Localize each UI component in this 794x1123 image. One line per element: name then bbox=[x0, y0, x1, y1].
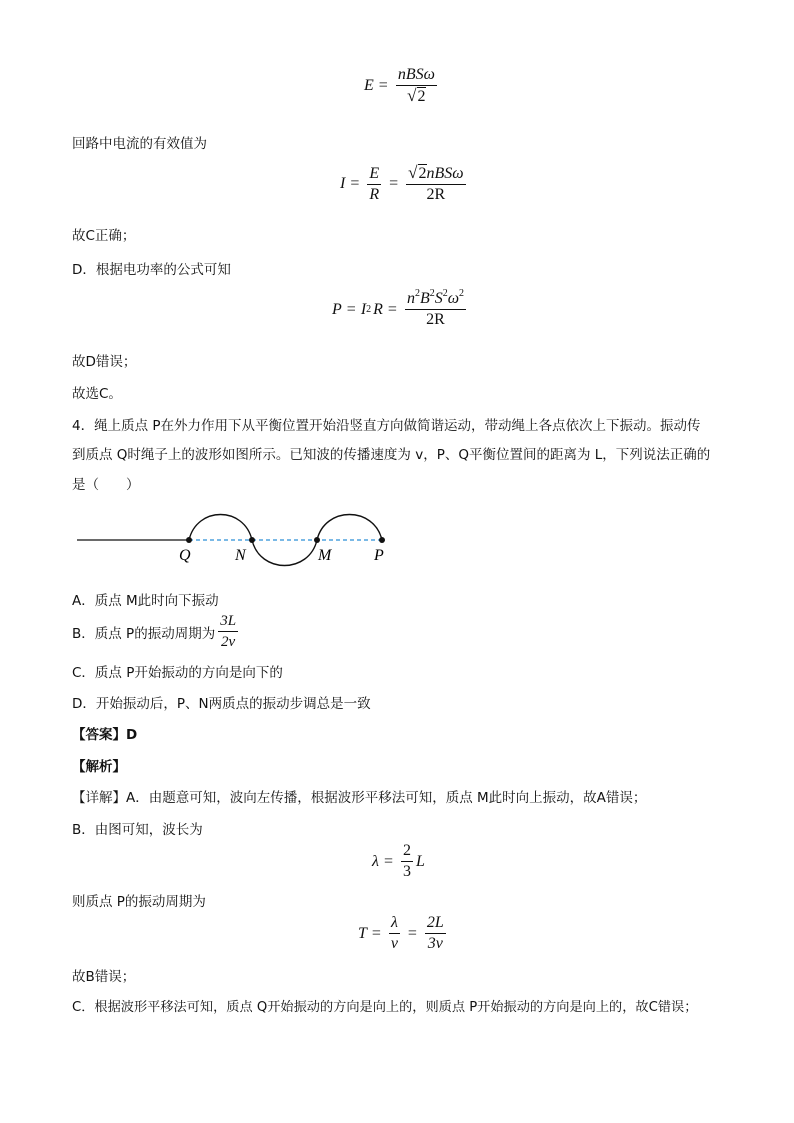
question-line-1: 4．绳上质点 P在外力作用下从平衡位置开始沿竖直方向做简谐运动，带动绳上各点依次上下振动。振动传 bbox=[72, 418, 701, 434]
eq-denominator: 3v bbox=[427, 935, 443, 952]
point-p bbox=[379, 537, 385, 543]
frac-denominator: 2v bbox=[221, 634, 236, 650]
eq-lhs: I bbox=[340, 175, 346, 192]
label-p: P bbox=[374, 547, 384, 564]
eq-lhs: E bbox=[364, 77, 374, 94]
detail-b-intro: B．由图可知，波长为 bbox=[72, 822, 203, 838]
option-a: A．质点 M此时向下振动 bbox=[72, 593, 219, 609]
eq-term: L bbox=[415, 852, 425, 870]
eq-denominator: v bbox=[390, 935, 398, 952]
wave-figure bbox=[72, 500, 402, 580]
eq-fraction bbox=[367, 165, 381, 204]
point-n bbox=[249, 537, 255, 543]
analysis-label: 【解析】 bbox=[72, 759, 126, 775]
eq-sign: = bbox=[387, 300, 397, 318]
eq-numerator: √ 2 nBSω bbox=[406, 164, 465, 185]
eq-numerator: λ bbox=[389, 914, 400, 934]
eq-fraction bbox=[401, 842, 413, 881]
eq-numerator: 2 bbox=[401, 842, 413, 862]
eq-denominator: 2R bbox=[426, 186, 446, 203]
eq-fraction bbox=[425, 914, 446, 953]
eq-lhs: P bbox=[332, 300, 342, 318]
eq-term: I bbox=[360, 300, 367, 318]
eq-lhs: λ bbox=[372, 852, 379, 870]
option-b-fraction bbox=[218, 612, 238, 651]
option-b bbox=[72, 612, 241, 651]
text-b-wrong: 故B错误； bbox=[72, 969, 136, 985]
eq-sign: = bbox=[350, 175, 360, 192]
point-m bbox=[314, 537, 320, 543]
eq-fraction bbox=[405, 290, 466, 329]
label-m: M bbox=[318, 547, 332, 564]
detail-c: C．根据波形平移法可知，质点 Q开始振动的方向是向上的，则质点 P开始振动的方向是向上的，故C错误； bbox=[72, 1000, 698, 1015]
label-n: N bbox=[235, 547, 246, 564]
text-choose-c: 故选C。 bbox=[72, 386, 122, 402]
eq-numerator: nBSω bbox=[396, 66, 437, 86]
text-d-wrong: 故D错误； bbox=[72, 354, 137, 370]
sqrt-symbol: √ 2 bbox=[408, 163, 427, 182]
eq-numerator: $n^2B^2S^2\omega^2$ bbox=[405, 290, 466, 310]
eq-numerator: 2L bbox=[425, 914, 446, 934]
equation-power: P = I 2 R = $\frac{n^2B^2S^2\omega^2}{2R}$ bbox=[332, 288, 465, 328]
text-period-intro: 则质点 P的振动周期为 bbox=[72, 894, 206, 910]
text-current-intro: 回路中电流的有效值为 bbox=[72, 136, 207, 152]
eq-denominator bbox=[407, 86, 425, 106]
eq-denominator: 3 bbox=[402, 863, 411, 880]
eq-denominator: 2R bbox=[426, 311, 445, 328]
text-d-intro: D．根据电功率的公式可知 bbox=[72, 262, 231, 278]
equation-current bbox=[340, 164, 469, 204]
equation-emf bbox=[364, 66, 440, 106]
question-line-2: 到质点 Q时绳子上的波形如图所示。已知波的传播速度为 v，P、Q平衡位置间的距离为 L，下列说法正确的 bbox=[72, 447, 711, 463]
question-line-3: 是（ ） bbox=[72, 477, 140, 493]
text-c-correct: 故C正确； bbox=[72, 228, 136, 244]
detail-a: 【详解】A．由题意可知，波向左传播，根据波形平移法可知，质点 M此时向上振动，故A错误； bbox=[72, 790, 647, 806]
eq-denominator: R bbox=[369, 185, 380, 203]
equation-period bbox=[358, 914, 449, 953]
eq-sign: = bbox=[407, 924, 417, 942]
sqrt-symbol: √ 2 bbox=[407, 86, 426, 105]
eq-fraction bbox=[406, 164, 465, 204]
eq-fraction bbox=[389, 914, 400, 953]
eq-sign: = bbox=[378, 77, 388, 94]
equation-wavelength bbox=[372, 842, 425, 881]
eq-sign: = bbox=[346, 300, 356, 318]
eq-sign: = bbox=[383, 852, 393, 870]
answer-label: 【答案】D bbox=[72, 727, 138, 743]
eq-term: R bbox=[373, 300, 383, 318]
label-q: Q bbox=[179, 547, 191, 564]
eq-sign: = bbox=[389, 175, 399, 192]
eq-fraction bbox=[396, 66, 437, 106]
point-q bbox=[186, 537, 192, 543]
eq-numerator: E bbox=[367, 165, 381, 185]
eq-sign: = bbox=[371, 924, 381, 942]
option-c: C．质点 P开始振动的方向是向下的 bbox=[72, 665, 283, 681]
eq-lhs: T bbox=[358, 924, 367, 942]
frac-numerator: 3L bbox=[218, 612, 238, 632]
option-b-text: B．质点 P的振动周期为 bbox=[72, 625, 216, 642]
option-d: D．开始振动后，P、N两质点的振动步调总是一致 bbox=[72, 696, 371, 712]
